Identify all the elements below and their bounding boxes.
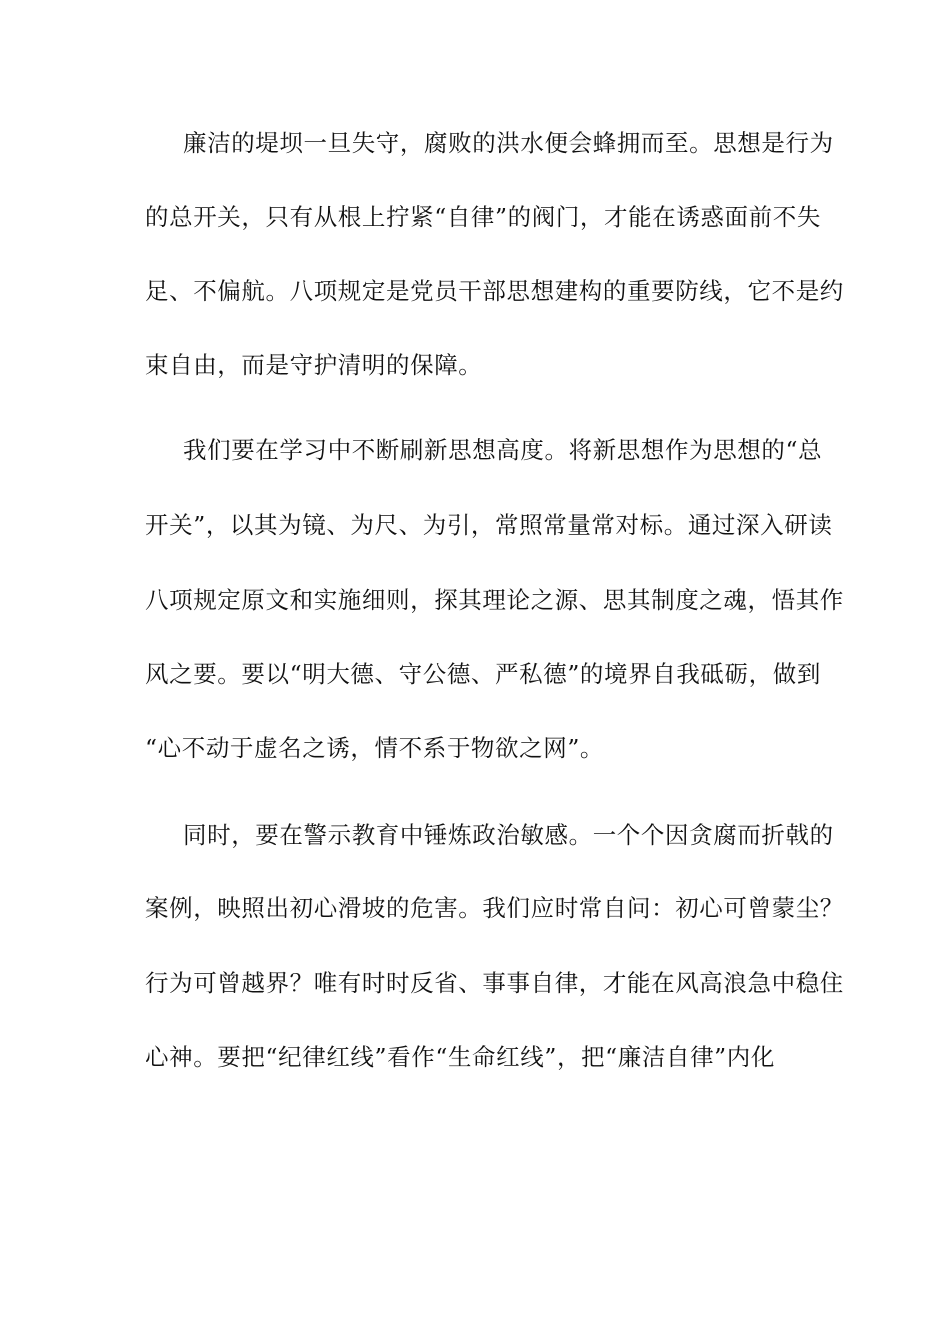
paragraph-2-line-2: 开关”，以其为镜、为尺、为引，常照常量常对标。通过深入研读 xyxy=(145,511,833,539)
paragraph-1-line-2: 的总开关，只有从根上拧紧“自律”的阀门，才能在诱惑面前不失 xyxy=(145,203,821,231)
paragraph-3-line-2: 案例，映照出初心滑坡的危害。我们应时常自问：初心可曾蒙尘？ xyxy=(145,894,844,922)
paragraph-2-line-4: 风之要。要以“明大德、守公德、严私德”的境界自我砥砺，做到 xyxy=(145,660,821,688)
paragraph-1-line-3: 足、不偏航。八项规定是党员干部思想建构的重要防线，它不是约 xyxy=(145,277,844,305)
paragraph-1-line-4: 束自由，而是守护清明的保障。 xyxy=(145,351,483,379)
paragraph-2-line-1: 我们要在学习中不断刷新思想高度。将新思想作为思想的“总 xyxy=(183,436,823,464)
paragraph-2-line-5: “心不动于虚名之诱，情不系于物欲之网”。 xyxy=(145,734,605,762)
paragraph-1-line-1: 廉洁的堤坝一旦失守，腐败的洪水便会蜂拥而至。思想是行为 xyxy=(183,129,834,157)
paragraph-3-line-4: 心神。要把“纪律红线”看作“生命红线”，把“廉洁自律”内化 xyxy=(145,1043,775,1071)
paragraph-3-line-3: 行为可曾越界？唯有时时反省、事事自律，才能在风高浪急中稳住 xyxy=(145,969,844,997)
paragraph-2-line-3: 八项规定原文和实施细则，探其理论之源、思其制度之魂，悟其作 xyxy=(145,586,844,614)
paragraph-3-line-1: 同时，要在警示教育中锤炼政治敏感。一个个因贪腐而折戟的 xyxy=(183,821,834,849)
